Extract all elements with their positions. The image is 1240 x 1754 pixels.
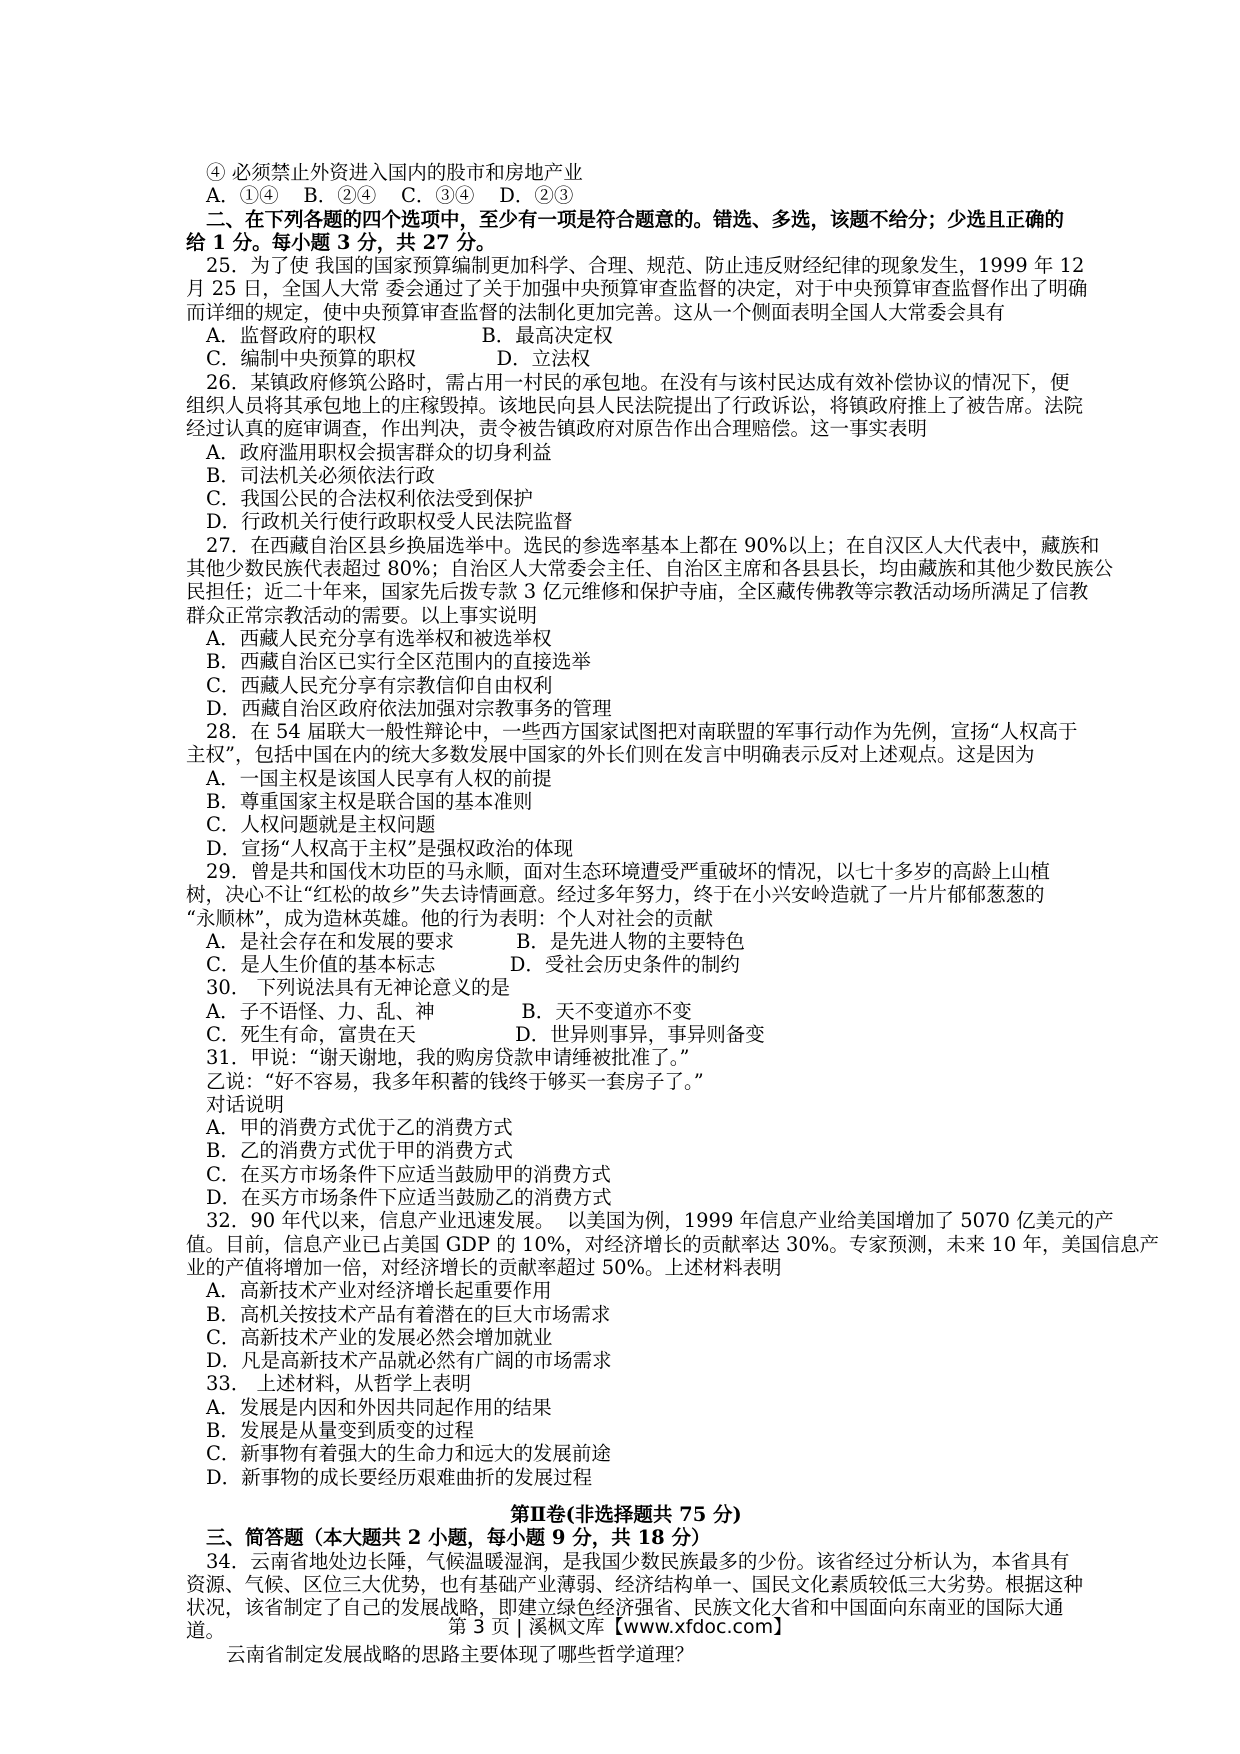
text-line: C．死生有命，富贵在天 D．世异则事异，事异则备变 [206, 1022, 765, 1046]
text-line: C．在买方市场条件下应适当鼓励甲的消费方式 [206, 1162, 611, 1186]
text-line: 28．在 54 届联大一般性辩论中，一些西方国家试图把对南联盟的军事行动作为先例，宣扬“人权高于 [206, 720, 1078, 744]
text-line: A．西藏人民充分享有选举权和被选举权 [206, 626, 552, 650]
text-line: 资源、气候、区位三大优势，也有基础产业薄弱、经济结构单一、国民文化素质较低三大劣势。根据这种 [186, 1572, 1084, 1596]
text-line: 30． 下列说法具有无神论意义的是 [206, 976, 511, 1000]
text-line: A．政府滥用职权会损害群众的切身利益 [206, 440, 552, 464]
text-line: C．人权问题就是主权问题 [206, 813, 436, 837]
text-line: A．是社会存在和发展的要求 B．是先进人物的主要特色 [206, 929, 745, 953]
text-line: A．甲的消费方式优于乙的消费方式 [206, 1116, 513, 1140]
section-title: 第Ⅱ卷(非选择题共 75 分) [510, 1502, 742, 1526]
text-line: 32．90 年代以来，信息产业迅速发展。 以美国为例，1999 年信息产业给美国增加了 5070 亿美元的产 [206, 1209, 1114, 1233]
text-line: D．行政机关行使行政职权受人民法院监督 [206, 510, 573, 534]
text-line: 31．甲说：“谢天谢地，我的购房贷款申请缍被批准了。” [206, 1046, 690, 1070]
text-line: B．高机关按技术产品有着潜在的巨大市场需求 [206, 1302, 611, 1326]
text-line: B．乙的消费方式优于甲的消费方式 [206, 1139, 513, 1163]
text-line: 状况，该省制定了自己的发展战略，即建立绿色经济强省、民族文化大省和中国面向东南亚的国际大通 [186, 1596, 1064, 1620]
text-line: C．高新技术产业的发展必然会增加就业 [206, 1325, 553, 1349]
text-line: C．我国公民的合法权利依法受到保护 [206, 487, 533, 511]
text-line: 对话说明 [206, 1092, 285, 1116]
text-line: A．监督政府的职权 B．最高决定权 [206, 324, 613, 348]
text-line: 二、在下列各题的四个选项中，至少有一项是符合题意的。错选、多选，该题不给分；少选且正确的 [206, 207, 1065, 231]
text-line: 33． 上述材料，从哲学上表明 [206, 1372, 472, 1396]
text-line: 27．在西藏自治区县乡换届选举中。选民的参选率基本上都在 90%以上；在自汉区人大代表中，藏族和 [206, 533, 1100, 557]
text-line: D．西藏自治区政府依法加强对宗教事务的管理 [206, 696, 612, 720]
text-line: 树，决心不让“红松的故乡”失去诗情画意。经过多年努力，终于在小兴安岭造就了一片片郁郁葱葱的 [186, 883, 1045, 907]
text-line: A．子不语怪、力、乱、神 B．天不变道亦不变 [206, 999, 692, 1023]
text-line: 26．某镇政府修筑公路时，需占用一村民的承包地。在没有与该村民达成有效补偿协议的情况下，便 [206, 370, 1070, 394]
text-line: B．西藏自治区已实行全区范围内的直接选举 [206, 650, 591, 674]
text-line: C．编制中央预算的职权 D．立法权 [206, 347, 591, 371]
text-line: ④ 必须禁止外资进入国内的股市和房地产业 [206, 161, 583, 184]
text-line: A．高新技术产业对经济增长起重要作用 [206, 1279, 552, 1303]
text-line: 道。 [186, 1619, 226, 1643]
text-line: 民担任；近二十年来，国家先后拨专款 3 亿元维修和保护寺庙，全区藏传佛教等宗教活动场所满足了信教 [186, 580, 1089, 604]
text-line: D．凡是高新技术产品就必然有广阔的市场需求 [206, 1349, 612, 1373]
text-line: 经过认真的庭审调查，作出判决，责令被告镇政府对原告作出合理赔偿。这一事实表明 [186, 417, 928, 441]
text-line: B．发展是从量变到质变的过程 [206, 1419, 474, 1443]
text-line: D．在买方市场条件下应适当鼓励乙的消费方式 [206, 1186, 612, 1210]
text-line: 29．曾是共和国伐木功臣的马永顺，面对生态环境遭受严重破坏的情况，以七十多岁的高龄上山植 [206, 859, 1050, 883]
text-line: A．一国主权是该国人民享有人权的前提 [206, 766, 552, 790]
text-line: A．发展是内因和外因共同起作用的结果 [206, 1395, 552, 1419]
text-line: 三、简答题（本大题共 2 小题，每小题 9 分，共 18 分） [206, 1526, 711, 1550]
document-body [186, 161, 1160, 1666]
text-line: 其他少数民族代表超过 80%；自治区人大常委会主任、自治区主席和各县县长，均由藏族和其他少数民族公 [186, 557, 1114, 581]
text-line: 值。目前，信息产业已占美国 GDP 的 10%，对经济增长的贡献率达 30%。专家预测，未来 10 年，美国信息产 [186, 1232, 1160, 1256]
text-line: 月 25 日，全国人大常 委会通过了关于加强中央预算审查监督的决定，对于中央预算审查监督作出了明确 [186, 277, 1088, 301]
text-line: 而详细的规定，使中央预算审查监督的法制化更加完善。这从一个侧面表明全国人大常委会具有 [186, 300, 1006, 324]
text-line: 乙说：“好不容易，我多年积蓄的钱终于够买一套房子了。” [206, 1069, 704, 1093]
text-line: B．司法机关必须依法行政 [206, 463, 435, 487]
text-line: 25．为了使 我国的国家预算编制更加科学、合理、规范、防止违反财经纪律的现象发生，1999 年 12 [206, 254, 1085, 278]
text-line: D．新事物的成长要经历艰难曲折的发展过程 [206, 1465, 593, 1489]
text-line: D．宣扬“人权高于主权”是强权政治的体现 [206, 836, 574, 860]
text-line: 主权”，包括中国在内的统大多数发展中国家的外长们则在发言中明确表示反对上述观点。这是因为 [186, 743, 1035, 767]
text-line: A．①④ B．②④ C．③④ D．②③ [206, 184, 574, 208]
text-line: C．西藏人民充分享有宗教信仰自由权利 [206, 673, 553, 697]
text-line: 组织人员将其承包地上的庄稼毁掉。该地民向县人民法院提出了行政诉讼，将镇政府推上了被告席。法院 [186, 393, 1084, 417]
page-footer: 第 3 页 | 溪枫文库【www.xfdoc.com】 [447, 1616, 793, 1638]
text-line: “永顺林”，成为造林英雄。他的行为表明：个人对社会的贡献 [186, 906, 713, 930]
text-line: 群众正常宗教活动的需要。以上事实说明 [186, 603, 538, 627]
text-line: 云南省制定发展战略的思路主要体现了哪些哲学道理？ [226, 1642, 695, 1666]
text-line: B．尊重国家主权是联合国的基本准则 [206, 790, 533, 814]
text-line: C．是人生价值的基本标志 D．受社会历史条件的制约 [206, 953, 740, 977]
text-line: 给 1 分。每小题 3 分，共 27 分。 [186, 230, 496, 254]
text-line: 34．云南省地处边长陲，气候温暖湿润，是我国少数民族最多的少份。该省经过分析认为，本省具有 [206, 1549, 1070, 1573]
text-line: C．新事物有着强大的生命力和远大的发展前途 [206, 1442, 611, 1466]
text-line: 业的产值将增加一倍，对经济增长的贡献率超过 50%。上述材料表明 [186, 1255, 782, 1279]
